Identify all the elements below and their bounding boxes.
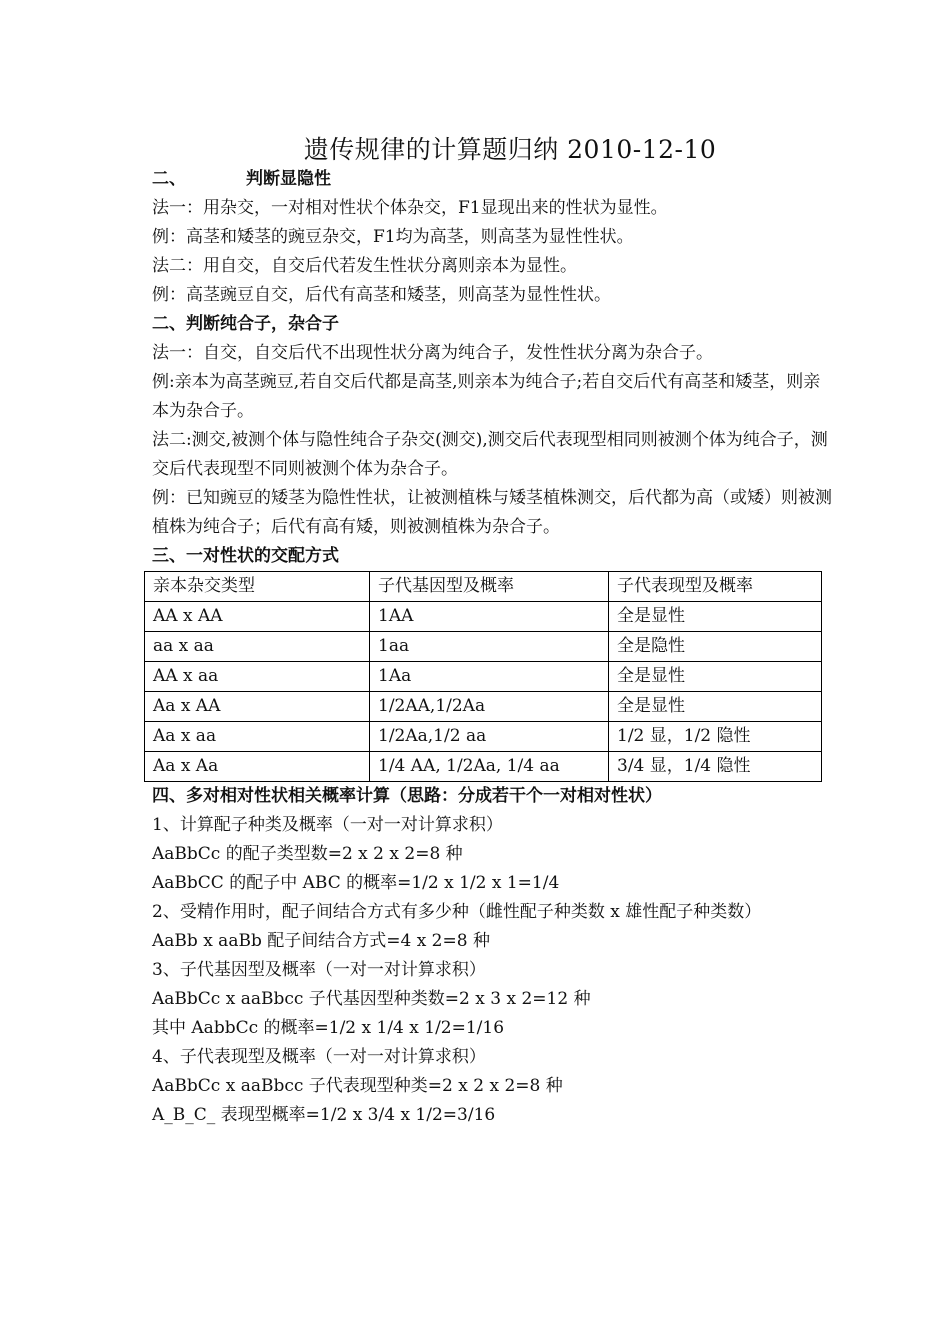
section-4-line: AaBbCc x aaBbcc 子代表现型种类=2 x 2 x 2=8 种: [152, 1076, 563, 1096]
table-cell: AA x aa: [145, 662, 370, 692]
table-cell: 1/2Aa,1/2 aa: [370, 722, 609, 752]
section-1-line: 法二：用自交，自交后代若发生性状分离则亲本为显性。: [152, 256, 577, 276]
section-4-heading: 四、多对相对性状相关概率计算（思路：分成若干个一对相对性状）: [152, 786, 662, 806]
table-row: [145, 752, 822, 782]
table-cell: 3/4 显，1/4 隐性: [609, 752, 822, 782]
table-cell: aa x aa: [145, 632, 370, 662]
document-title: 遗传规律的计算题归纳 2010-12-10: [303, 135, 717, 164]
section-4-line: AaBbCC 的配子中 ABC 的概率=1/2 x 1/2 x 1=1/4: [152, 873, 560, 893]
table-header-cell: 亲本杂交类型: [145, 572, 370, 602]
section-1-line: 例：高茎豌豆自交，后代有高茎和矮茎，则高茎为显性性状。: [152, 285, 611, 305]
table-header-cell: 子代表现型及概率: [609, 572, 822, 602]
table-cell: Aa x Aa: [145, 752, 370, 782]
table-cell: 1/2 显，1/2 隐性: [609, 722, 822, 752]
section-1-line: 法一：用杂交，一对相对性状个体杂交，F1显现出来的性状为显性。: [152, 198, 668, 218]
section-2-line: 法二:测交,被测个体与隐性纯合子杂交(测交),测交后代表现型相同则被测个体为纯合子，测交后代表现型不同则被测个体为杂合子。: [152, 430, 828, 479]
section-4-line: 其中 AabbCc 的概率=1/2 x 1/4 x 1/2=1/16: [152, 1018, 505, 1038]
table-cell: 1/4 AA, 1/2Aa, 1/4 aa: [370, 752, 609, 782]
table-cell: 1Aa: [370, 662, 609, 692]
table-cell: 1AA: [370, 602, 609, 632]
table-row: [145, 632, 822, 662]
section-1-heading: [152, 165, 832, 194]
table-cell: 全是显性: [609, 602, 822, 632]
table-header-cell: 子代基因型及概率: [370, 572, 609, 602]
section-4-line: 4、子代表现型及概率（一对一对计算求积）: [152, 1047, 486, 1067]
section-2-heading: 二、判断纯合子，杂合子: [152, 314, 339, 334]
table-row: [145, 662, 822, 692]
table-row: [145, 602, 822, 632]
table-row: [145, 722, 822, 752]
table-row: [145, 692, 822, 722]
section-2-line: 法一：自交，自交后代不出现性状分离为纯合子，发性性状分离为杂合子。: [152, 343, 713, 363]
section-1-number: 二、: [152, 169, 186, 189]
section-4-line: AaBb x aaBb 配子间结合方式=4 x 2=8 种: [152, 931, 490, 951]
table-cell: 全是隐性: [609, 632, 822, 662]
section-1-line: 例：高茎和矮茎的豌豆杂交，F1均为高茎，则高茎为显性性状。: [152, 227, 634, 247]
section-3-heading: 三、一对性状的交配方式: [152, 546, 339, 566]
section-4-line: AaBbCc 的配子类型数=2 x 2 x 2=8 种: [152, 844, 463, 864]
document-body: [152, 165, 832, 1130]
table-cell: 1aa: [370, 632, 609, 662]
cross-table: [144, 571, 822, 782]
table-cell: 1/2AA,1/2Aa: [370, 692, 609, 722]
section-4-line: 3、子代基因型及概率（一对一对计算求积）: [152, 960, 486, 980]
section-4-line: AaBbCc x aaBbcc 子代基因型种类数=2 x 3 x 2=12 种: [152, 989, 591, 1009]
table-cell: Aa x AA: [145, 692, 370, 722]
table-cell: AA x AA: [145, 602, 370, 632]
section-4-line: 1、计算配子种类及概率（一对一对计算求积）: [152, 815, 503, 835]
section-4-line: 2、受精作用时，配子间结合方式有多少种（雌性配子种类数 x 雄性配子种类数）: [152, 902, 762, 922]
section-2-line: 例：已知豌豆的矮茎为隐性性状，让被测植株与矮茎植株测交，后代都为高（或矮）则被测植株为纯合子；后代有高有矮，则被测植株为杂合子。: [152, 488, 832, 537]
table-cell: 全是显性: [609, 662, 822, 692]
table-cell: Aa x aa: [145, 722, 370, 752]
section-2-line: 例:亲本为高茎豌豆,若自交后代都是高茎,则亲本为纯合子;若自交后代有高茎和矮茎，则亲本为杂合子。: [152, 372, 821, 421]
table-header-row: [145, 572, 822, 602]
section-4-line: A_B_C_ 表现型概率=1/2 x 3/4 x 1/2=3/16: [152, 1105, 496, 1125]
section-1-title: 判断显隐性: [246, 169, 331, 189]
table-cell: 全是显性: [609, 692, 822, 722]
